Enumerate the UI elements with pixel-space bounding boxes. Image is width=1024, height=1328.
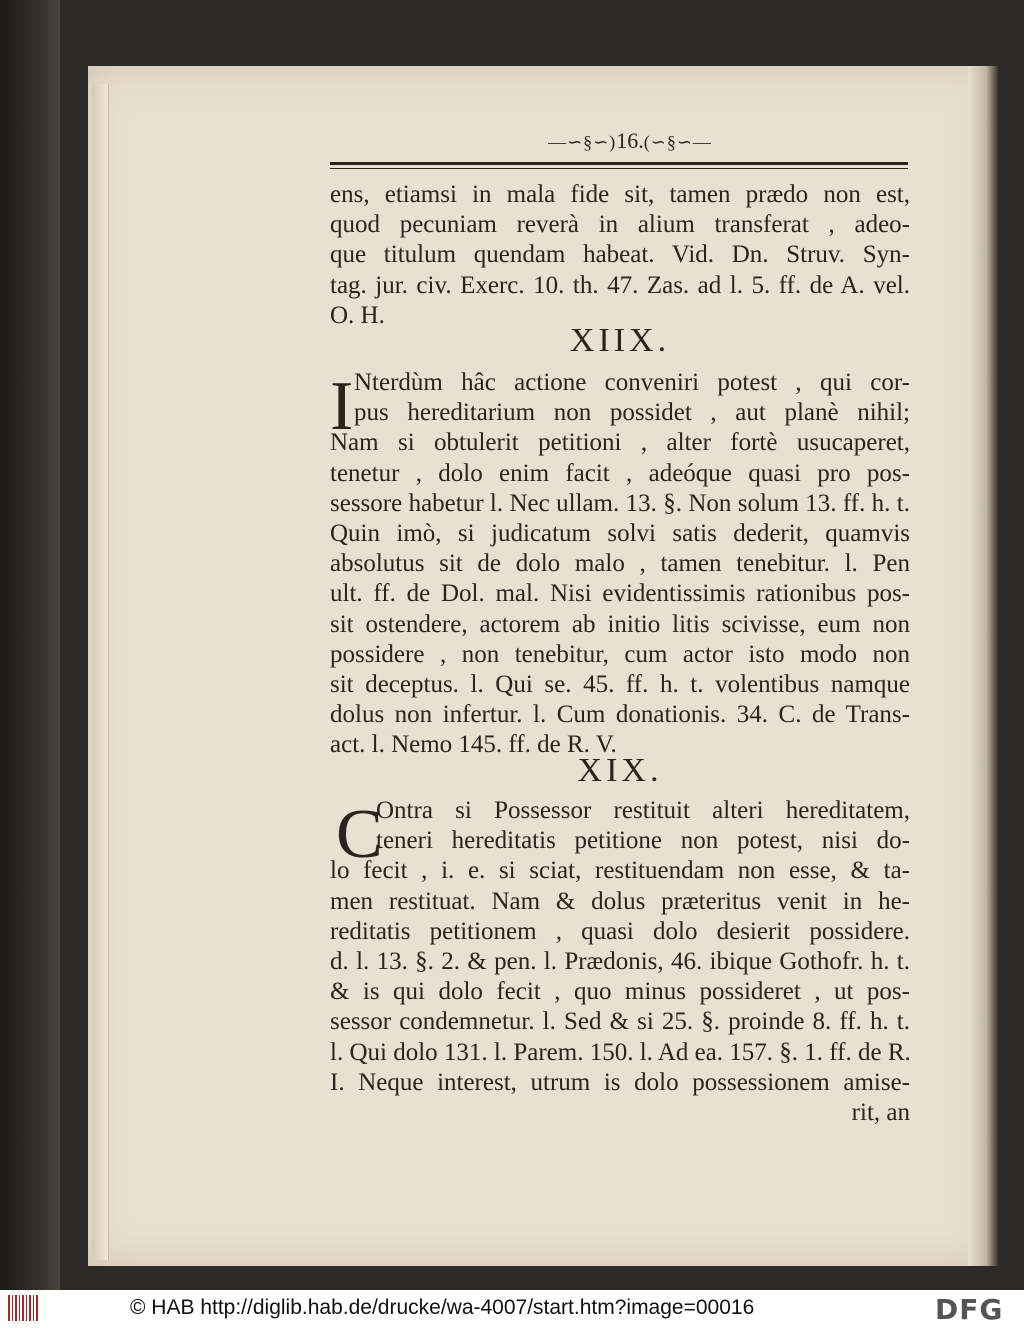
text-line: O. H. — [330, 301, 385, 329]
text-line: possidere , non tenebitur, cum actor isto modo non — [330, 640, 910, 668]
barcode-icon — [8, 1295, 40, 1321]
text-line: & is qui dolo fecit , quo minus possideret , ut pos- — [330, 978, 910, 1006]
text-line: Ontra si Possessor restituit alteri hereditatem, — [376, 797, 910, 824]
text-line: d. l. 13. §. 2. & pen. l. Prædonis, 46. ibique Gothofr. h. t. — [330, 948, 910, 976]
page-header — [540, 128, 720, 154]
page-right-edge — [968, 66, 998, 1266]
drop-cap-i: I — [330, 368, 354, 445]
text-line: absolutus sit de dolo malo , tamen tenebitur. l. Pen — [330, 550, 910, 578]
text-line: sessor condemnetur. l. Sed & si 25. §. proinde 8. ff. h. t. — [330, 1008, 910, 1036]
text-line: que titulum quendam habeat. Vid. Dn. Struv. Syn- — [330, 241, 910, 269]
text-line: reditatis petitionem , quasi dolo desierit possidere. — [330, 917, 910, 945]
text-line: sit deceptus. l. Qui se. 45. ff. h. t. volentibus namque — [330, 671, 910, 699]
paragraph-continuation — [330, 180, 910, 331]
drop-cap-c: C — [336, 796, 383, 873]
text-line: Nterdùm hâc actione conveniri potest , qui cor- — [354, 369, 910, 396]
text-line: sit ostendere, actorem ab initio litis scivisse, eum non — [330, 610, 910, 638]
text-line: I. Neque interest, utrum is dolo possessionem amise- — [330, 1068, 910, 1096]
text-line: lo fecit , i. e. si sciat, restituendam non esse, & ta- — [330, 857, 910, 885]
dfg-logo: DFG — [935, 1293, 1004, 1326]
header-rule-thick — [330, 162, 908, 165]
text-line: Quin imò, si judicatum solvi satis dederit, quamvis — [330, 520, 910, 548]
text-line: act. l. Nemo 145. ff. de R. V. — [330, 731, 617, 759]
text-line: men restituat. Nam & dolus præteritus venit in he- — [330, 887, 910, 915]
book-spine — [0, 0, 60, 1290]
text-line: l. Qui dolo 131. l. Parem. 150. l. Ad ea. 157. §. 1. ff. de R. — [330, 1038, 911, 1066]
catchword: rit, an — [851, 1099, 910, 1127]
text-line: tag. jur. civ. Exerc. 10. th. 47. Zas. ad l. 5. ff. de A. vel. — [330, 271, 910, 299]
text-line: ult. ff. de Dol. mal. Nisi evidentissimis rationibus pos- — [330, 580, 910, 608]
copyright-link[interactable]: © HAB http://diglib.hab.de/drucke/wa-4007/start.htm?image=00016 — [130, 1296, 755, 1319]
text-line: Nam si obtulerit petitioni , alter fortè usucaperet, — [330, 429, 910, 457]
header-right-ornament: (∽§∽— — [643, 132, 712, 152]
header-rule-thin — [330, 168, 908, 169]
text-line: quod pecuniam reverà in alium transferat , adeo- — [330, 211, 910, 239]
text-line: pus hereditarium non possidet , aut planè nihil; — [354, 399, 910, 427]
paragraph-xiix — [330, 368, 910, 761]
header-left-ornament: —∽§∽) — [548, 132, 617, 152]
text-line: dolus non infertur. l. Cum donationis. 34. C. de Trans- — [330, 701, 910, 729]
text-line: sessore habetur l. Nec ullam. 13. §. Non solum 13. ff. h. t. — [330, 489, 910, 517]
text-line: teneri hereditatis petitione non potest, nisi do- — [376, 827, 910, 855]
paragraph-xix — [330, 796, 910, 1128]
section-heading-xix: XIX. — [577, 752, 663, 789]
page-number: 16. — [616, 128, 644, 153]
section-heading-xiix: XIIX. — [569, 322, 671, 359]
text-line: tenetur , dolo enim facit , adeóque quasi pro pos- — [330, 459, 910, 487]
page-gutter — [92, 84, 109, 1260]
text-line: ens, etiamsi in mala fide sit, tamen prædo non est, — [330, 181, 910, 208]
